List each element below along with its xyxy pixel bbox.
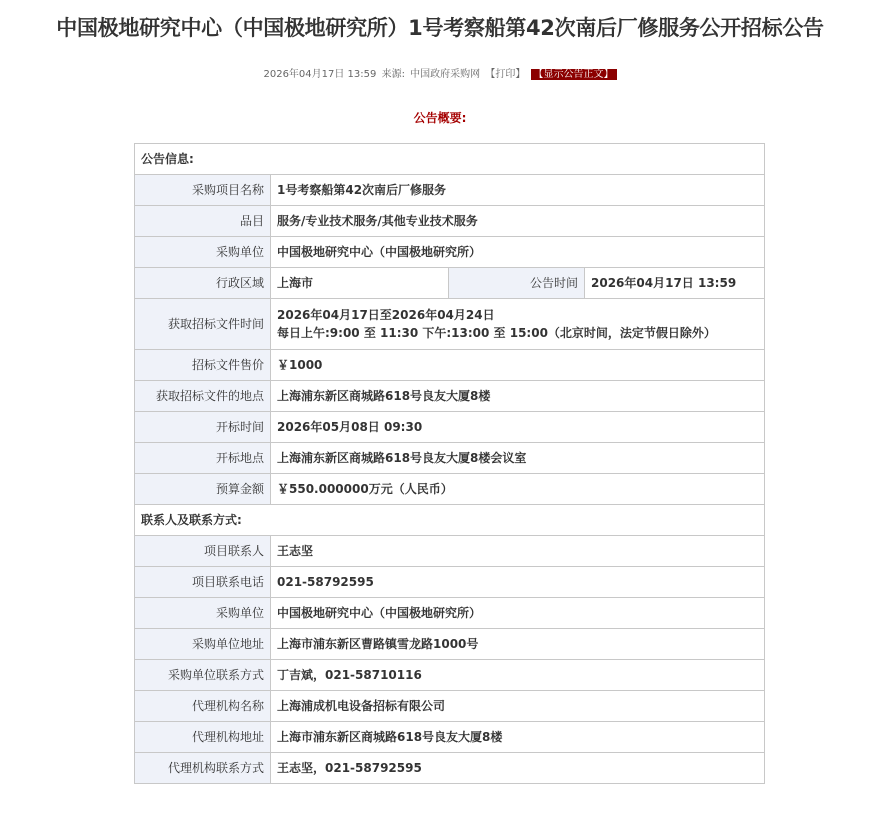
row-label: 品目 (135, 206, 271, 237)
table-row (135, 443, 765, 474)
row-label: 代理机构地址 (135, 722, 271, 753)
table-row (135, 299, 765, 350)
row-label: 开标地点 (135, 443, 271, 474)
page-title: 中国极地研究中心（中国极地研究所）1号考察船第42次南后厂修服务公开招标公告 (56, 16, 824, 40)
source-link[interactable]: 中国政府采购网 (410, 69, 481, 80)
meta-line (0, 67, 880, 83)
source-label: 来源: (381, 69, 405, 80)
agency-address-value: 上海市浦东新区商城路618号良友大厦8楼 (271, 722, 765, 753)
table-row (135, 598, 765, 629)
budget-value: ￥550.000000万元（人民币） (271, 474, 765, 505)
table-row (135, 381, 765, 412)
row-label: 代理机构联系方式 (135, 753, 271, 784)
summary-heading: 公告概要: (413, 111, 467, 125)
doc-price-value: ￥1000 (271, 350, 765, 381)
row-label: 公告时间 (449, 268, 585, 299)
table-row (135, 268, 765, 299)
section-contacts: 联系人及联系方式: (135, 505, 765, 536)
table-row (135, 412, 765, 443)
row-label: 项目联系电话 (135, 567, 271, 598)
table-row (135, 505, 765, 536)
row-label: 预算金额 (135, 474, 271, 505)
show-content-button[interactable]: 【显示公告正文】 (531, 69, 617, 80)
purchaser-contact-value: 丁吉斌，021-58710116 (271, 660, 765, 691)
row-label: 开标时间 (135, 412, 271, 443)
doc-time-value (271, 299, 765, 350)
purchaser-address-value: 上海市浦东新区曹路镇雪龙路1000号 (271, 629, 765, 660)
table-row (135, 536, 765, 567)
row-label: 行政区域 (135, 268, 271, 299)
row-label: 采购单位 (135, 598, 271, 629)
announcement-table (134, 143, 765, 784)
doc-place-value: 上海浦东新区商城路618号良友大厦8楼 (271, 381, 765, 412)
print-link[interactable]: 【打印】 (485, 69, 526, 80)
row-label: 采购单位 (135, 237, 271, 268)
region-value: 上海市 (271, 268, 449, 299)
contact-purchaser-value: 中国极地研究中心（中国极地研究所） (271, 598, 765, 629)
table-row (135, 144, 765, 175)
table-row (135, 175, 765, 206)
table-row (135, 237, 765, 268)
row-label: 采购项目名称 (135, 175, 271, 206)
purchaser-value: 中国极地研究中心（中国极地研究所） (271, 237, 765, 268)
table-row (135, 350, 765, 381)
open-time-value: 2026年05月08日 09:30 (271, 412, 765, 443)
table-row (135, 660, 765, 691)
project-name-value: 1号考察船第42次南后厂修服务 (271, 175, 765, 206)
agency-contact-value: 王志坚，021-58792595 (271, 753, 765, 784)
doc-time-line2: 每日上午:9:00 至 11:30 下午:13:00 至 15:00（北京时间，法定节假日除外） (277, 326, 716, 340)
announce-time-value: 2026年04月17日 13:59 (585, 268, 765, 299)
table-row (135, 753, 765, 784)
row-label: 获取招标文件时间 (135, 299, 271, 350)
row-label: 采购单位联系方式 (135, 660, 271, 691)
category-value: 服务/专业技术服务/其他专业技术服务 (271, 206, 765, 237)
project-contact-value: 王志坚 (271, 536, 765, 567)
publish-date: 2026年04月17日 13:59 (263, 69, 377, 80)
table-row (135, 474, 765, 505)
project-phone-value: 021-58792595 (271, 567, 765, 598)
open-place-value: 上海浦东新区商城路618号良友大厦8楼会议室 (271, 443, 765, 474)
row-label: 招标文件售价 (135, 350, 271, 381)
table-row (135, 567, 765, 598)
row-label: 项目联系人 (135, 536, 271, 567)
doc-time-line1: 2026年04月17日至2026年04月24日 (277, 308, 495, 322)
table-row (135, 206, 765, 237)
table-row (135, 629, 765, 660)
row-label: 获取招标文件的地点 (135, 381, 271, 412)
agency-name-value: 上海浦成机电设备招标有限公司 (271, 691, 765, 722)
row-label: 代理机构名称 (135, 691, 271, 722)
table-row (135, 691, 765, 722)
section-announcement-info: 公告信息: (135, 144, 765, 175)
table-row (135, 722, 765, 753)
row-label: 采购单位地址 (135, 629, 271, 660)
